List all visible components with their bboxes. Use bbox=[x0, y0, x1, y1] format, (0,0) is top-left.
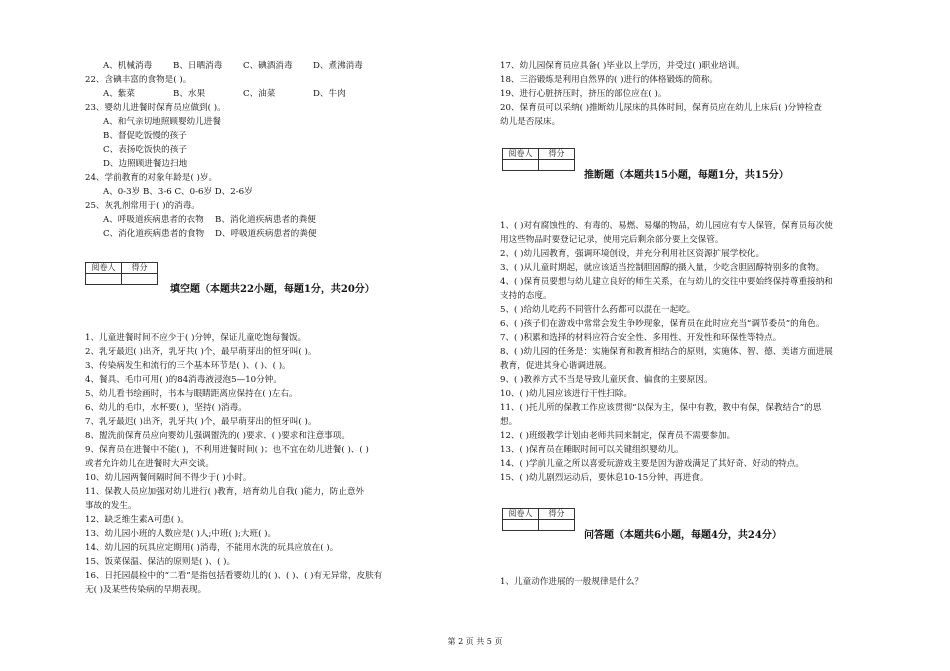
option-text: D、牛肉 bbox=[313, 89, 346, 99]
option-text: C、碘酒消毒 bbox=[243, 61, 293, 71]
option-text: B、水果 bbox=[173, 89, 206, 99]
question-line: 支持的态度。 bbox=[500, 291, 552, 301]
score-box-fill-blank bbox=[85, 262, 158, 285]
question-line bbox=[85, 88, 383, 100]
question-line bbox=[85, 214, 327, 226]
question-line: A、0-3岁 B、3-6 C、0-6岁 D、2-6岁 bbox=[103, 187, 253, 197]
question-line: D、边照顾进餐边扫地 bbox=[103, 159, 188, 169]
question-line: 16、日托园晨检中的“二看”是指包括看婴幼儿的( )、( )、( )有无异常，皮肤有 bbox=[85, 571, 383, 581]
question-line: 9、( )教养方式不当是导致儿童厌食、偏食的主要原因。 bbox=[500, 375, 713, 385]
question-line: 25、灰乳剂常用于( )的消毒。 bbox=[85, 201, 200, 211]
question-line: 12、( )班级教学计划由老师共同来制定，保育员不需要参加。 bbox=[500, 431, 736, 441]
option-text: C、油菜 bbox=[243, 89, 276, 99]
score-box-reviewer-label: 阅卷人 bbox=[503, 149, 539, 160]
question-line: 3、( )从儿童时期起，就应该适当控制胆固醇的摄入量，少吃含胆固醇特别多的食物。 bbox=[500, 263, 825, 273]
question-line: 10、( )幼儿园应该进行干性扫除。 bbox=[500, 389, 633, 399]
question-line: 1、儿童进餐时间不应少于( )分钟，保证儿童吃饱每餐饭。 bbox=[85, 333, 307, 343]
score-box-reviewer-cell bbox=[503, 520, 539, 531]
question-line: 15、饭菜保温、保洁的原则是( )、( )。 bbox=[85, 557, 236, 567]
question-line: 11、保教人员应加强对幼儿进行( )教育，培育幼儿自我( )能力，防止意外 bbox=[85, 487, 365, 497]
question-line: 6、幼儿的毛巾，水杯要( )，坚持( )消毒。 bbox=[85, 403, 247, 413]
question-line: 19、进行心脏挤压时，挤压的部位应在( )。 bbox=[500, 89, 667, 99]
question-line: 12、缺乏维生素A可患( )。 bbox=[85, 515, 189, 525]
score-box-qa bbox=[502, 508, 575, 531]
question-line: 14、幼儿园的玩具应定期用( )消毒，不能用水洗的玩具应放在( )。 bbox=[85, 543, 339, 553]
question-line: 5、( )给幼儿吃药不同管什么药都可以混在一起吃。 bbox=[500, 305, 696, 315]
question-line: 7、( )积累和选择的材料应符合安全性、多用性、开发性和环保性等特点。 bbox=[500, 333, 782, 343]
score-box-reviewer-label: 阅卷人 bbox=[503, 509, 539, 520]
question-line bbox=[85, 60, 383, 72]
question-line: 用这些物品时要登记记录，使用完后剩余部分要上交保管。 bbox=[500, 235, 724, 245]
question-line: 1、( )对有腐蚀性的、有毒的、易燃、易爆的物品，幼儿园应有专人保管，保育员每次使 bbox=[500, 221, 833, 231]
score-box-score-cell bbox=[122, 274, 158, 285]
option-text: B、消化道疾病患者的粪便 bbox=[215, 215, 316, 225]
question-line: 18、三浴锻炼是利用自然界的( )进行的体格锻炼的简称。 bbox=[500, 75, 719, 85]
question-line: 想。 bbox=[500, 417, 518, 427]
score-box-score-label: 得分 bbox=[539, 509, 575, 520]
option-text: D、煮沸消毒 bbox=[313, 61, 363, 71]
question-line: 5、幼儿看书绘画时，书本与眼睛距离应保持在( )左右。 bbox=[85, 389, 298, 399]
question-line: 4、( )保育员要想与幼儿建立良好的师生关系，在与幼儿的交往中要始终保持尊重接纳和 bbox=[500, 277, 833, 287]
question-line: 6、( )孩子们在游戏中常常会发生争吵现象，保育员在此时应充当“调节委员”的角色。 bbox=[500, 319, 825, 329]
question-line: 10、幼儿园两餐间隔时间不得少于( )小时。 bbox=[85, 473, 252, 483]
question-line: 无( )及某些传染病的早期表现。 bbox=[85, 585, 207, 595]
question-line: 3、传染病发生和流行的三个基本环节是( )、( )、( )。 bbox=[85, 361, 291, 371]
section-title-qa: 问答题（本题共6小题，每题4分，共24分） bbox=[584, 530, 782, 541]
question-line: 2、( )幼儿园教育，强调环境创设，并充分利用社区资源扩展学校化。 bbox=[500, 249, 765, 259]
question-line: 或者允许幼儿在进餐时大声交谈。 bbox=[85, 459, 214, 469]
option-text: A、紫菜 bbox=[103, 89, 135, 99]
section-title-judge: 推断题（本题共15小题，每题1分，共15分） bbox=[584, 170, 789, 181]
question-line: 9、保育员在进餐中不能( )，不利用进餐时间( )；也不宜在幼儿进餐( )、( ) bbox=[85, 445, 369, 455]
question-line: 23、婴幼儿进餐时保育员应做到( )。 bbox=[85, 103, 226, 113]
question-line: 7、乳牙最迟( )出齐，乳牙共( )个，最早萌芽出的恒牙叫( )。 bbox=[85, 417, 317, 427]
option-text: A、呼吸道疾病患者的衣物 bbox=[103, 215, 204, 225]
question-line: 24、学前教育的对象年龄是( )岁。 bbox=[85, 173, 218, 183]
question-line: 2、乳牙最迟( )出齐，乳牙共( )个，最早萌芽出的恒牙叫( )。 bbox=[85, 347, 317, 357]
score-box-score-label: 得分 bbox=[539, 149, 575, 160]
question-line: 8、( )幼儿园的任务是：实施保育和教育相结合的原则，实施体、智、德、美诸方面进展 bbox=[500, 347, 833, 357]
question-line: 13、幼儿园小班的人数应是( )人;中班( );大班( )。 bbox=[85, 529, 277, 539]
question-line: 20、保育员可以采纳( )推断幼儿尿床的具体时间，保育员应在幼儿上床后( )分钟检查 bbox=[500, 103, 822, 113]
question-line: 8、盥洗前保育员应向婴幼儿强调盥洗的( )要求、( )要求和注意事项。 bbox=[85, 431, 350, 441]
question-line: 15、( )幼儿剧烈运动后，要休息10-15分钟，再进食。 bbox=[500, 473, 709, 483]
page-footer: 第 2 页 共 5 页 bbox=[447, 637, 503, 646]
option-text: D、呼吸道疾病患者的粪便 bbox=[215, 229, 317, 239]
score-box-score-cell bbox=[539, 520, 575, 531]
question-line: 17、幼儿园保育员应具备( )毕业以上学历，并受过( )职业培训。 bbox=[500, 61, 745, 71]
question-line: 幼儿是否尿床。 bbox=[500, 117, 561, 127]
question-line: 事故的发生。 bbox=[85, 501, 137, 511]
score-box-reviewer-label: 阅卷人 bbox=[86, 263, 122, 274]
score-box-score-label: 得分 bbox=[122, 263, 158, 274]
question-line: 11、( )托儿所的保教工作应该贯彻“以保为主，保中有教，教中有保，保教结合”的思 bbox=[500, 403, 822, 413]
question-line: 1、儿童动作进展的一般规律是什么？ bbox=[500, 577, 643, 587]
option-text: C、消化道疾病患者的食物 bbox=[103, 229, 205, 239]
question-line: 14、( )学前儿童之所以喜爱玩游戏主要是因为游戏满足了其好奇、好动的特点。 bbox=[500, 459, 804, 469]
question-line: B、督促吃饭慢的孩子 bbox=[103, 131, 187, 141]
question-line: 22、含碘丰富的食物是( )。 bbox=[85, 75, 192, 85]
question-line: 13、( )保育员在睡眠时间可以关键组织婴幼儿。 bbox=[500, 445, 684, 455]
score-box-score-cell bbox=[539, 160, 575, 171]
score-box-judge bbox=[502, 148, 575, 171]
question-line: 4、餐具、毛巾可用( )的84消毒液浸泡5—10分钟。 bbox=[85, 375, 282, 385]
option-text: A、机械消毒 bbox=[103, 61, 153, 71]
option-text: B、日晒消毒 bbox=[173, 61, 223, 71]
question-line bbox=[85, 228, 327, 240]
question-line: C、表扬吃饭快的孩子 bbox=[103, 145, 187, 155]
question-line: A、和气亲切地照顾婴幼儿进餐 bbox=[103, 117, 221, 127]
section-title-fill-blank: 填空题（本题共22小题，每题1分，共20分） bbox=[170, 284, 375, 295]
score-box-reviewer-cell bbox=[503, 160, 539, 171]
score-box-reviewer-cell bbox=[86, 274, 122, 285]
question-line: 教育，促进其身心谐调进展。 bbox=[500, 361, 612, 371]
